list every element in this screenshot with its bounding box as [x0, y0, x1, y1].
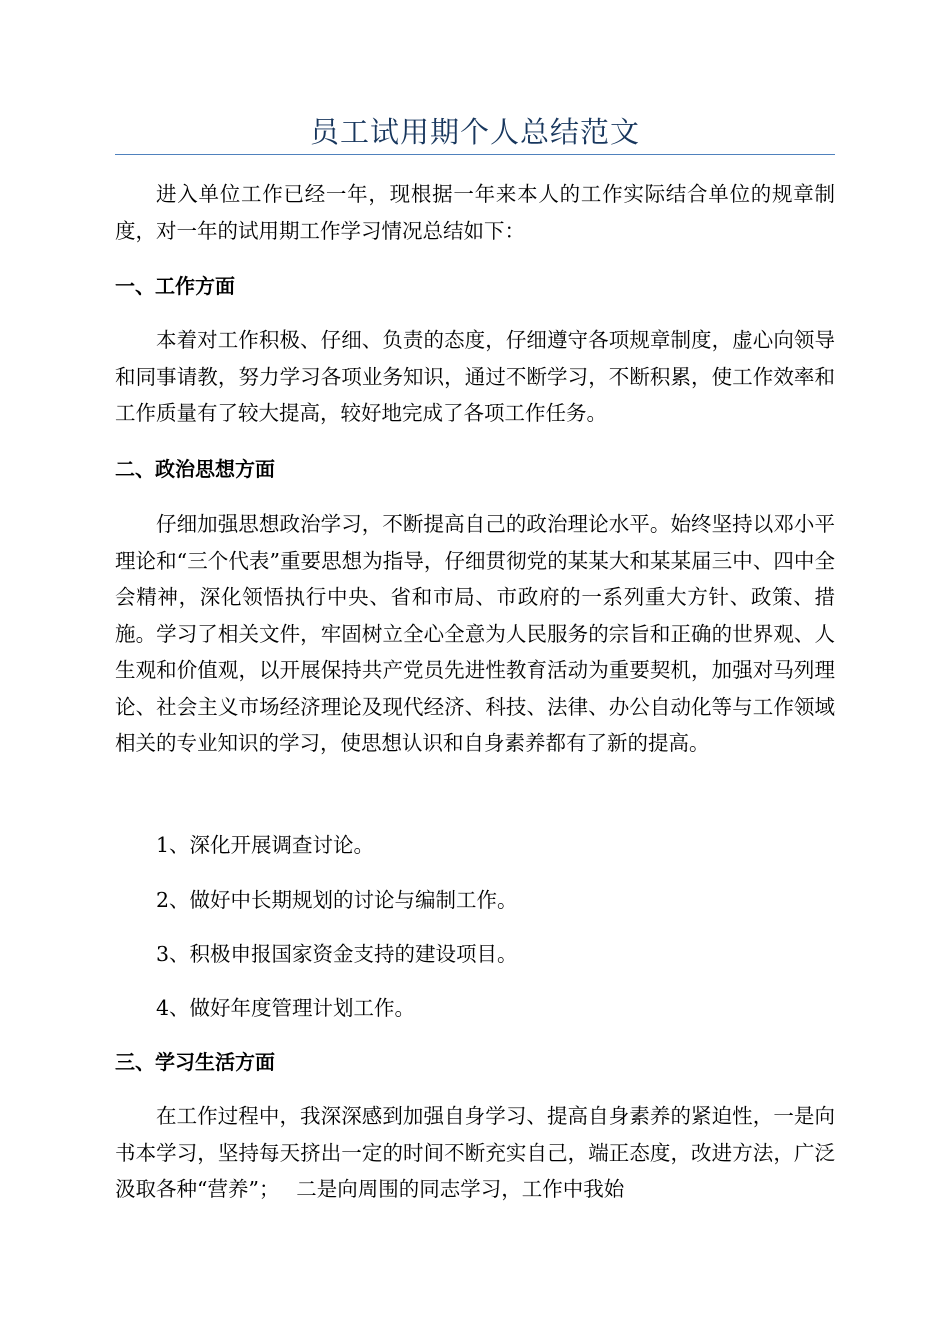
document-title: 员工试用期个人总结范文 [309, 115, 640, 149]
section-paragraph-study: 在工作过程中，我深深感到加强自身学习、提高自身素养的紧迫性，一是向书本学习，坚持每天挤出一定的时间不断充实自己，端正态度，改进方法，广泛汲取各种“营养”； 二是向周围的同志学习，工作中我始 [115, 1104, 835, 1201]
section-heading-work: 一、工作方面 [115, 274, 235, 298]
intro-paragraph: 进入单位工作已经一年，现根据一年来本人的工作实际结合单位的规章制度，对一年的试用期工作学习情况总结如下： [115, 182, 835, 243]
section-paragraph-work: 本着对工作积极、仔细、负责的态度，仔细遵守各项规章制度，虚心向领导和同事请教，努力学习各项业务知识，通过不断学习，不断积累，使工作效率和工作质量有了较大提高，较好地完成了各项工作任务。 [115, 328, 835, 425]
section-paragraph-politics: 仔细加强思想政治学习，不断提高自己的政治理论水平。始终坚持以邓小平理论和“三个代表”重要思想为指导，仔细贯彻党的某某大和某某届三中、四中全会精神，深化领悟执行中央、省和市局、市政府的一系列重大方针、政策、措施。学习了相关文件，牢固树立全心全意为人民服务的宗旨和正确的世界观、人生观和价值观，以开展保持共产党员先进性教育活动为重要契机，加强对马列理论、社会主义市场经济理论及现代经济、科技、法律、办公自动化等与工作领域相关的专业知识的学习，使思想认识和自身素养都有了新的提高。 [115, 512, 835, 755]
title-underline [115, 154, 835, 155]
section-heading-politics: 二、政治思想方面 [115, 457, 275, 481]
list-item: 4、做好年度管理计划工作。 [156, 996, 416, 1020]
list-item: 3、积极申报国家资金支持的建设项目。 [156, 942, 518, 966]
list-item: 1、深化开展调查讨论。 [156, 833, 375, 857]
list-item: 2、做好中长期规划的讨论与编制工作。 [156, 888, 518, 912]
section-heading-study: 三、学习生活方面 [115, 1050, 275, 1074]
